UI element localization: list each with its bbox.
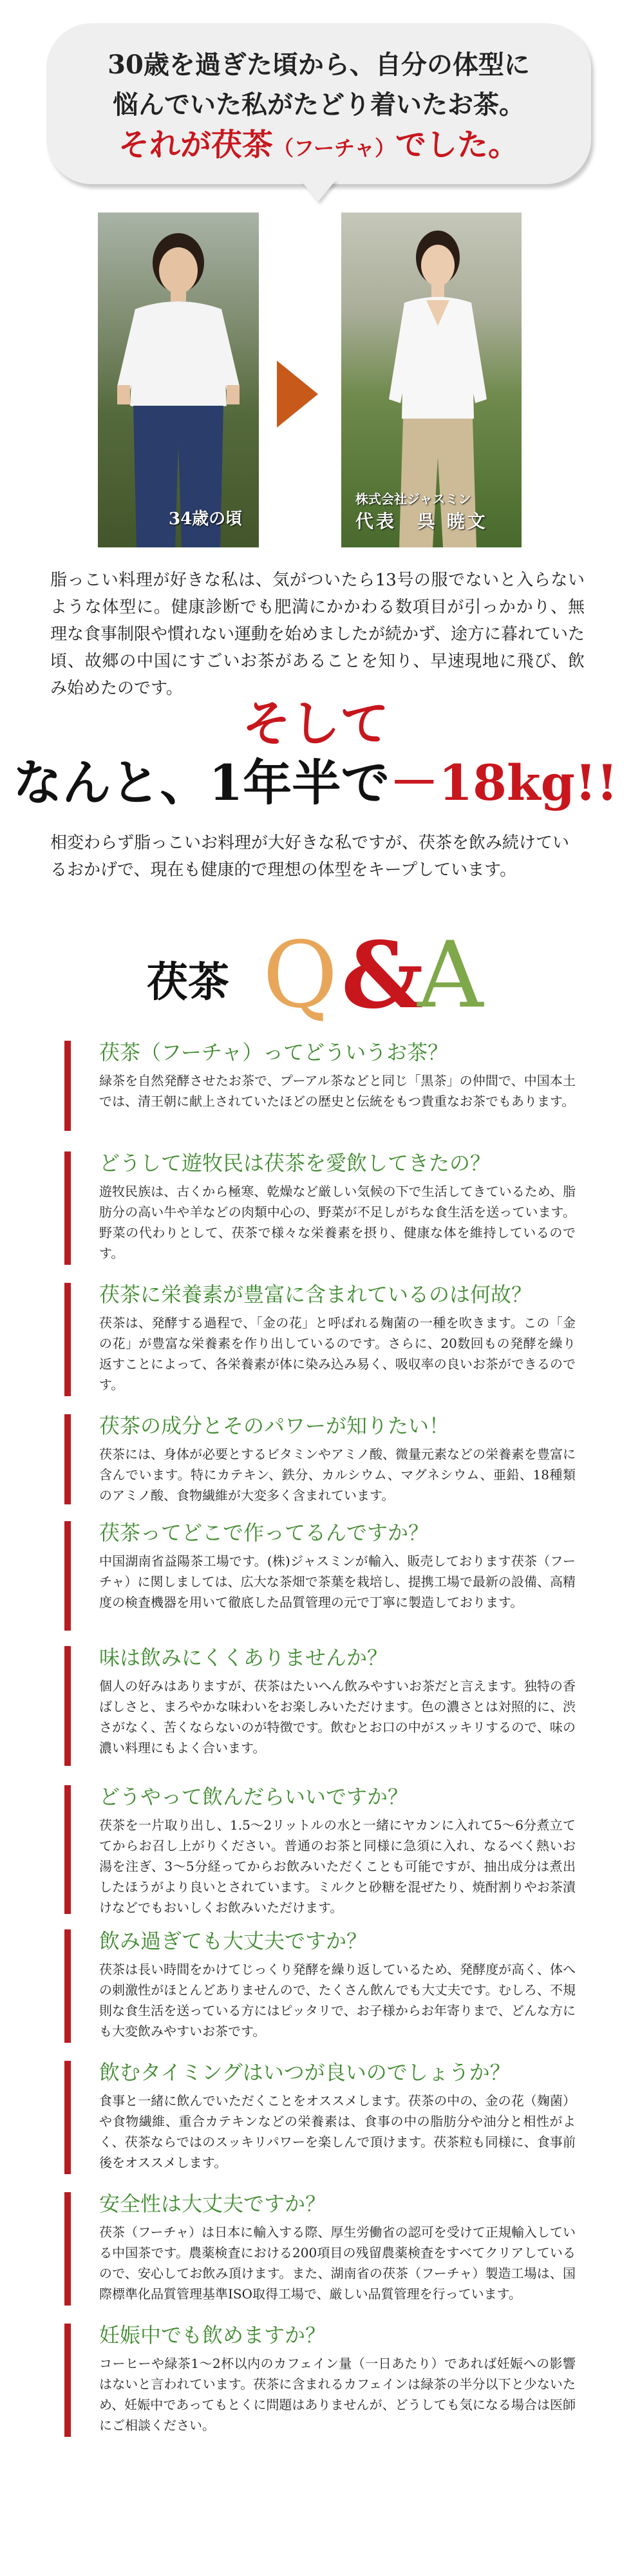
- qa-answer: 茯茶（フーチャ）は日本に輸入する際、厚生労働省の認可を受けて正規輸入している中国茶です。農薬検査における200項目の残留農薬検査をすべてクリアしているので、安心してお飲み頂けます。また、湖南省の茯茶（フーチャ）製造工場は、国際標準化品質管理基準ISO取得工場で、厳しい品質管理を行っています。: [99, 2224, 576, 2302]
- bubble-line-3b: でした。: [395, 127, 520, 163]
- bubble-tail: [300, 180, 336, 202]
- qa-item: [64, 2190, 599, 2306]
- qa-item: [64, 1149, 599, 1265]
- qa-answer: コーヒーや緑茶1～2杯以内のカフェイン量（一日あたり）であれば妊娠への影響はないと言われています。茯茶に含まれるカフェインは緑茶の半分以下と少ないため、妊娠中であってもとくに問題はありませんが、どうしても気になる場合は医師にご相談ください。: [99, 2356, 576, 2433]
- summary-paragraph: 相変わらず脂っこいお料理が大好きな私ですが、茯茶を飲み続けているおかげで、現在も健康的で理想の体型をキープしています。: [50, 833, 570, 880]
- qa-item: [64, 1412, 599, 1502]
- qa-marker-bar: [64, 1151, 71, 1265]
- qa-question: 安全性は大丈夫ですか？: [99, 2192, 326, 2216]
- headline-line-2b: －18kg!!: [390, 754, 618, 811]
- qa-marker-bar: [64, 1785, 71, 1914]
- qa-question: 妊娠中でも飲めますか？: [99, 2323, 326, 2347]
- qa-item: [64, 2321, 599, 2437]
- qa-marker-bar: [64, 1041, 71, 1131]
- qa-marker-bar: [64, 1646, 71, 1766]
- qa-answer: 中国湖南省益陽茶工場です。(株)ジャスミンが輸入、販売しております茯茶（フーチャ）に関しましては、広大な茶畑で茶葉を栽培し、提携工場で最新の設備、高精度の検査機器を用いて徹底した品質管理の元で丁寧に製造しております。: [99, 1553, 576, 1610]
- qa-question: どうやって飲んだらいいですか？: [99, 1785, 409, 1809]
- speech-bubble: [46, 23, 591, 198]
- qa-marker-bar: [64, 1283, 71, 1396]
- bubble-line-2: 悩んでいた私がたどり着いたお茶。: [113, 90, 525, 120]
- before-caption: 34歳の頃: [169, 509, 243, 529]
- qa-heading: [0, 922, 631, 1029]
- qa-marker-bar: [64, 2324, 71, 2437]
- qa-heading-q: Q: [263, 922, 338, 1028]
- headline-line-2: [0, 752, 631, 814]
- qa-answer: 茯茶を一片取り出し、1.5～2リットルの水と一緒にヤカンに入れて5～6分煮立ててからお召し上がりください。普通のお茶と同様に急須に入れ、なるべく熱いお湯を注ぎ、3～5分経ってからお飲みいただくことも可能ですが、抽出成分は煮出したほうがより良いとされています。ミルクと砂糖を混ぜたり、焼酎割りやお茶漬けなどでもおいしくお飲みいただけます。: [99, 1817, 576, 1915]
- qa-marker-bar: [64, 1521, 71, 1631]
- qa-marker-bar: [64, 1929, 71, 2043]
- qa-heading-amp: &: [341, 922, 424, 1029]
- qa-answer: 茯茶には、身体が必要とするビタミンやアミノ酸、微量元素などの栄養素を豊富に含んでいます。特にカテキン、鉄分、カルシウム、マグネシウム、亜鉛、18種類のアミノ酸、食物繊維が大変多く含まれています。: [99, 1446, 576, 1503]
- qa-marker-bar: [64, 2192, 71, 2306]
- qa-question: 茯茶（フーチャ）ってどういうお茶？: [99, 1040, 449, 1065]
- qa-question: 飲むタイミングはいつが良いのでしょうか？: [99, 2060, 511, 2085]
- qa-item: [64, 1927, 599, 2043]
- bubble-line-1: 30歳を過ぎた頃から、自分の体型に: [108, 50, 530, 80]
- qa-answer: 個人の好みはありますが、茯茶はたいへん飲みやすいお茶だと言えます。独特の香ばしさと、まろやかな味わいをお楽しみいただけます。色の濃さとは対照的に、渋さがなく、苦くならないのが特徴です。飲むとお口の中がスッキリするので、味の濃い料理にもよく合います。: [99, 1678, 576, 1756]
- qa-question: 飲み過ぎても大丈夫ですか？: [99, 1929, 368, 1953]
- qa-answer: 緑茶を自然発酵させたお茶で、プーアル茶などと同じ「黒茶」の仲間で、中国本土では、清王朝に献上されていたほどの歴史と伝統をもつ貴重なお茶でもあります。: [99, 1073, 576, 1109]
- bubble-line-3a: それが茯茶: [118, 127, 273, 163]
- qa-item: [64, 1280, 599, 1396]
- qa-item: [64, 1038, 599, 1135]
- qa-question: 味は飲みにくくありませんか？: [99, 1645, 388, 1670]
- qa-item: [64, 1643, 599, 1766]
- qa-answer: 茯茶は、発酵する過程で、「金の花」と呼ばれる麹菌の一種を吹きます。この「金の花」が豊富な栄養素を作り出しているのです。さらに、20数回もの発酵を繰り返すことによって、各栄養素が体に染み込み易く、吸収率の良いお茶ができるのです。: [99, 1315, 576, 1392]
- qa-item: [64, 2058, 599, 2174]
- bubble-line-3: [46, 125, 591, 168]
- qa-question: どうして遊牧民は茯茶を愛飲してきたの？: [99, 1151, 491, 1175]
- intro-paragraph: 脂っこい料理が好きな私は、気がついたら13号の服でないと入らないような体型に。健康診断でも肥満にかかわる数項目が引っかかり、無理な食事制限や慣れない運動を始めましたが続かず、途方に暮れていた頃、故郷の中国にすごいお茶があることを知り、早速現地に飛び、飲み始めたのです。: [50, 571, 585, 698]
- qa-heading-a: A: [417, 922, 484, 1028]
- qa-question: 茯茶の成分とそのパワーが知りたい！: [99, 1414, 450, 1438]
- qa-marker-bar: [64, 2061, 71, 2174]
- qa-question: 茯茶に栄養素が豊富に含まれているのは何故？: [99, 1282, 532, 1307]
- arrow-right-icon: [277, 361, 318, 428]
- before-photo: [98, 213, 259, 547]
- qa-marker-bar: [64, 1414, 71, 1504]
- headline-line-2a: なんと、1年半で: [13, 754, 390, 811]
- qa-item: [64, 1783, 599, 1915]
- before-person-illustration: [98, 213, 259, 547]
- headline-line-1: そして: [242, 695, 389, 752]
- qa-answer: 茯茶は長い時間をかけてじっくり発酵を繰り返しているため、発酵度が高く、体への刺激性がほとんどありませんので、たくさん飲んでも大丈夫です。むしろ、不規則な食生活を送っている方にはピッタリで、お子様からお年寄りまで、どんな方にも大変飲みやすいお茶です。: [99, 1962, 576, 2039]
- after-rep-caption: 代表 呉 暁文: [355, 511, 488, 532]
- qa-answer: 遊牧民族は、古くから極寒、乾燥など厳しい気候の下で生活してきているため、脂肪分の高い牛や羊などの肉類中心の、野菜が不足しがちな食生活を送っています。野菜の代わりとして、茯茶で様々な栄養素を摂り、健康な体を維持しているのです。: [99, 1184, 576, 1261]
- qa-question: 茯茶ってどこで作ってるんですか？: [99, 1520, 429, 1545]
- qa-answer: 食事と一緒に飲んでいただくことをオススメします。茯茶の中の、金の花（麹菌）や食物繊維、重合カテキンなどの栄養素は、食事の中の脂肪分や油分と相性がよく、茯茶ならではのスッキリパワーを楽しんで頂けます。茯茶粒も同様に、食事前後をオススメします。: [99, 2093, 576, 2170]
- qa-heading-word: 茯茶: [147, 958, 229, 1007]
- after-photo: [341, 213, 522, 547]
- after-company-caption: 株式会社ジャスミン: [355, 491, 471, 507]
- bubble-text: [46, 45, 591, 168]
- qa-item: [64, 1519, 599, 1628]
- bubble-line-3-paren: （フーチャ）: [272, 136, 396, 160]
